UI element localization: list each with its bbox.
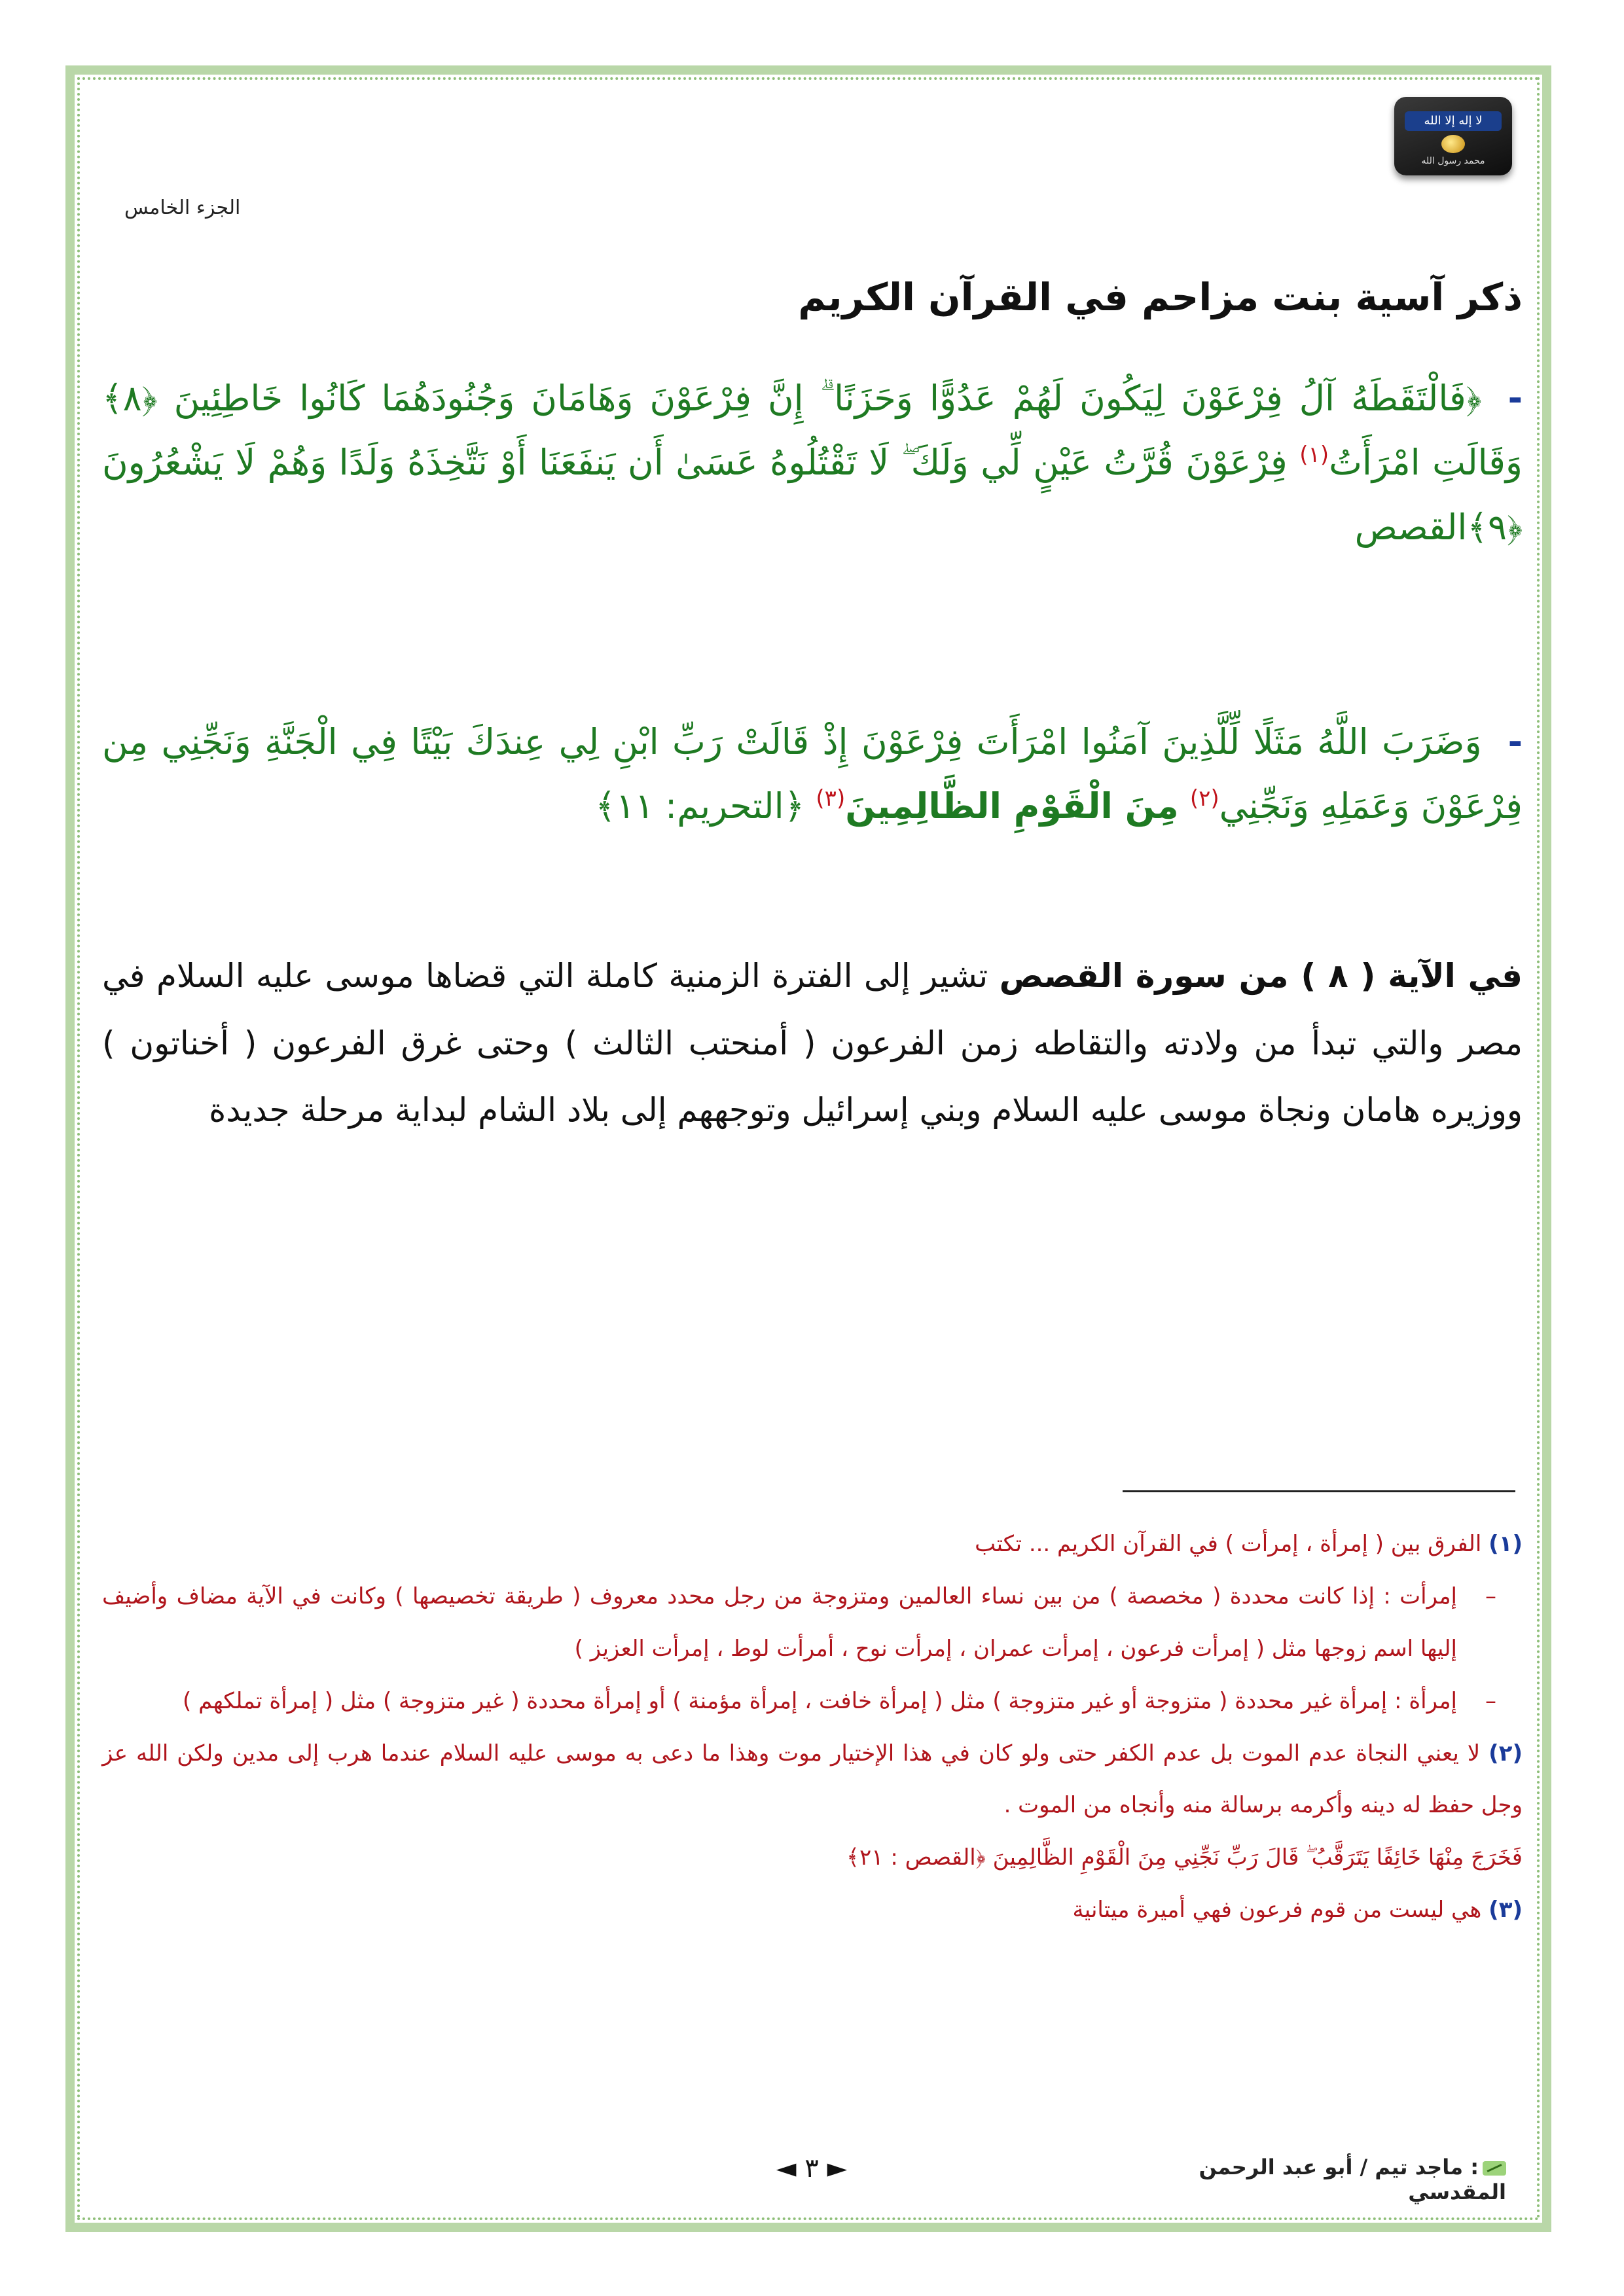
- gem-icon: [1441, 135, 1465, 153]
- footnote-text: إمرأة : إمرأة غير محددة ( متزوجة أو غير متزوجة ) مثل ( إمرأة خافت ، إمرأة مؤمنة ) أو إمرأة محددة ( غير متزوجة ) مثل ( إمرأة تملكهم ): [183, 1687, 1457, 1714]
- page-title: ذكر آسية بنت مزاحم في القرآن الكريم: [798, 275, 1523, 319]
- verse-text: وَضَرَبَ اللَّهُ مَثَلًا لِّلَّذِينَ آمَنُوا امْرَأَتَ فِرْعَوْنَ إِذْ قَالَتْ رَبِّ ابْنِ لِي عِندَكَ بَيْتًا فِي الْجَنَّةِ وَنَجِّنِي مِن فِرْعَوْنَ وَعَمَلِهِ وَنَجِّنِي: [102, 721, 1523, 827]
- footnote-text: إمرأت : إذا كانت محددة ( مخصصة ) من بين نساء العالمين ومتزوجة من رجل محدد معروف ( طريقة تخصيصها ) وكانت في الآية مضاف وأضيف إليها اسم زوجها مثل ( إمرأت فرعون ، إمرأت عمران ، إمرأت نوح ، أمرأت لوط ، إمرأت العزيز ): [102, 1583, 1457, 1662]
- logo-subtext: محمد رسول الله: [1421, 156, 1485, 166]
- surah-reference: ﴿التحريم: ١١﴾: [595, 785, 805, 827]
- footnote-divider: [1123, 1490, 1515, 1492]
- logo: [1394, 97, 1512, 175]
- author-name: : ماجد تيم / أبو عبد الرحمن المقدسي: [1199, 2155, 1506, 2204]
- footnote-3: [102, 1884, 1523, 1937]
- footnote-verse: فَخَرَجَ مِنْهَا خَائِفًا يَتَرَقَّبُ ۖ قَالَ رَبِّ نَجِّنِي مِنَ الْقَوْمِ الظَّالِمِينَ ﴿القصص : ٢١﴾: [846, 1844, 1523, 1871]
- footnote-ref-3[interactable]: (٣): [816, 785, 846, 812]
- page-number: ٣: [804, 2153, 819, 2183]
- footnote-1: [102, 1518, 1523, 1571]
- list-dash: –: [1485, 1583, 1496, 1609]
- verse-emphasis: مِنَ الْقَوْمِ الظَّالِمِينَ: [845, 785, 1179, 827]
- pen-icon: [1483, 2161, 1506, 2176]
- footnote-text: الفرق بين ( إمرأة ، إمرأت ) في القرآن الكريم ... تكتب: [975, 1531, 1482, 1557]
- footnote-1-item-1: [102, 1571, 1523, 1676]
- verse-text: ﴿فَالْتَقَطَهُ آلُ فِرْعَوْنَ لِيَكُونَ لَهُمْ عَدُوًّا وَحَزَنًا ۗ إِنَّ فِرْعَوْنَ وَهَامَانَ وَجُنُودَهُمَا كَانُوا خَاطِئِينَ ﴿٨﴾ وَقَالَتِ امْرَأَتُ: [102, 378, 1523, 484]
- verse-block-2: [102, 710, 1523, 839]
- prev-page-arrow[interactable]: ◄: [776, 2153, 797, 2183]
- part-label: الجزء الخامس: [124, 196, 241, 219]
- list-dash: –: [1485, 1687, 1496, 1714]
- next-page-arrow[interactable]: ►: [827, 2153, 848, 2183]
- footnote-1-item-2: [102, 1676, 1523, 1728]
- footnote-ref-1[interactable]: (١): [1299, 442, 1329, 469]
- list-dash: -: [1507, 378, 1523, 419]
- author-credit: [1113, 2155, 1506, 2204]
- verse-block-1: [102, 367, 1523, 560]
- logo-text: لا إله إلا الله: [1405, 111, 1502, 131]
- footnote-text: هي ليست من قوم فرعون فهي أميرة ميتانية: [1072, 1897, 1482, 1924]
- commentary-paragraph: [102, 942, 1523, 1144]
- commentary-text: تشير إلى الفترة الزمنية كاملة التي قضاها موسى عليه السلام في مصر والتي تبدأ من ولادته والتقاطه زمن الفرعون ( أمنحتب الثالث ) وحتى غرق الفرعون ( أخناتون ) ووزيره هامان ونجاة موسى عليه السلام وبني إسرائيل وتوجههم إلى بلاد الشام لبداية مرحلة جديدة: [102, 957, 1523, 1129]
- commentary-lead: في الآية ( ٨ ) من سورة القصص: [999, 957, 1523, 995]
- footnote-ref-2[interactable]: (٢): [1189, 785, 1219, 812]
- footnote-2: [102, 1728, 1523, 1833]
- footnote-text: لا يعني النجاة عدم الموت بل عدم الكفر حتى ولو كان في هذا الإختيار موت وهذا ما دعى به موسى عليه السلام عندما هرب إلى مدين ولكن الله عز وجل حفظ له دينه وأكرمه برسالة منه وأنجاه من الموت .: [102, 1740, 1523, 1819]
- verse-text: فِرْعَوْنَ قُرَّتُ عَيْنٍ لِّي وَلَكَ ۖ لَا تَقْتُلُوهُ عَسَىٰ أَن يَنفَعَنَا أَوْ نَتَّخِذَهُ وَلَدًا وَهُمْ لَا يَشْعُرُونَ ﴿٩﴾: [102, 442, 1523, 548]
- page-navigation: [694, 2153, 929, 2183]
- footnotes: [102, 1518, 1523, 1937]
- footnote-2-verse: [102, 1832, 1523, 1884]
- footnote-number: (١): [1489, 1531, 1523, 1557]
- surah-reference: القصص: [1354, 506, 1468, 548]
- footnote-number: (٢): [1489, 1740, 1523, 1767]
- list-dash: -: [1507, 721, 1523, 762]
- footnote-number: (٣): [1489, 1897, 1523, 1924]
